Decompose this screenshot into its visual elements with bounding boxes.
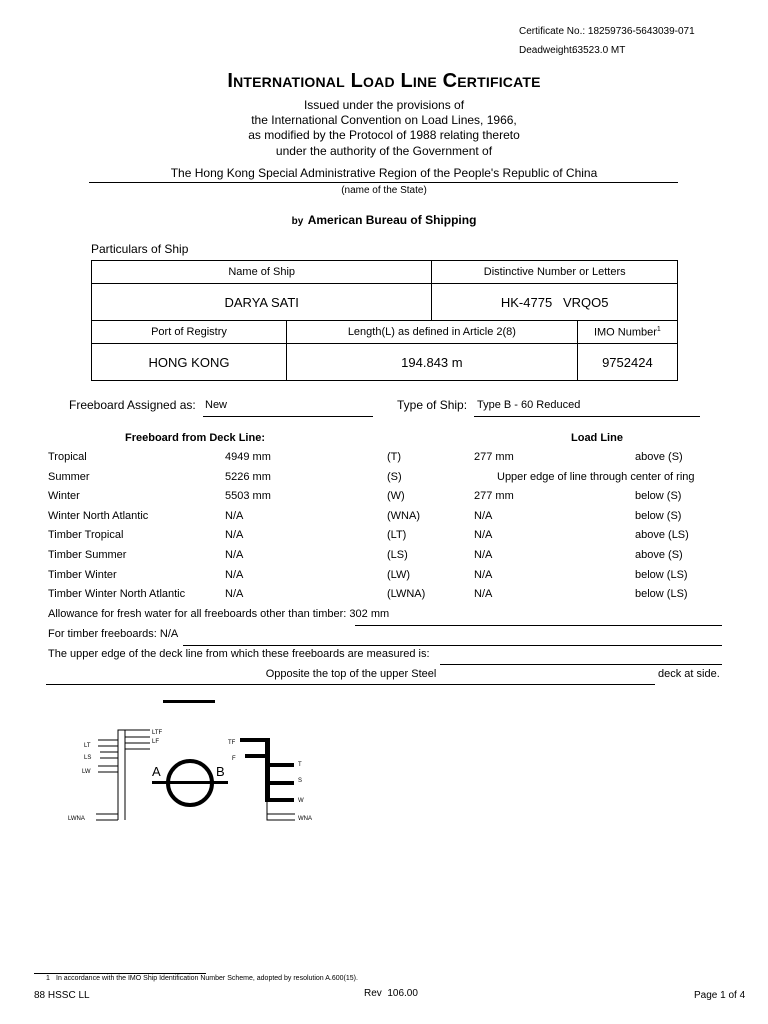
- row-name: Summer: [48, 471, 90, 483]
- distinctive-value: HK-4775 VRQO5: [432, 284, 678, 321]
- issuing-authority: [0, 211, 768, 229]
- name-of-ship-value: DARYA SATI: [92, 284, 432, 321]
- row-position: below (LS): [635, 588, 688, 600]
- row-loadline: N/A: [474, 588, 493, 600]
- distinctive-label: Distinctive Number or Letters: [432, 261, 678, 284]
- row-position: below (S): [635, 490, 682, 502]
- state-caption: (name of the State): [341, 185, 427, 196]
- row-name: Timber Summer: [48, 549, 127, 561]
- certificate-number: Certificate No.: 18259736-5643039-071: [519, 26, 695, 37]
- deckline-value-underline: [46, 684, 655, 685]
- ls-label: LS: [84, 755, 92, 761]
- load-line-diagram: [40, 690, 340, 830]
- deadweight-label: Deadweight:: [519, 45, 575, 56]
- row-position: above (S): [635, 549, 683, 561]
- row-code: (LWNA): [387, 588, 426, 600]
- particulars-heading: Particulars of Ship: [91, 242, 189, 256]
- row-code: (WNA): [387, 510, 420, 522]
- timber-marks: [96, 730, 150, 820]
- length-label: Length(L) as defined in Article 2(8): [287, 321, 578, 344]
- loadline-heading: Load Line: [571, 432, 623, 444]
- particulars-table: [91, 260, 678, 381]
- lt-label: LT: [84, 743, 91, 749]
- row-position: below (S): [635, 510, 682, 522]
- row-code: (LS): [387, 549, 408, 561]
- allowance-underline: [355, 625, 722, 626]
- deckline-value: Opposite the top of the upper Steel: [265, 668, 437, 680]
- assigned-label: Freeboard Assigned as:: [69, 398, 196, 412]
- row-freeboard: N/A: [225, 549, 244, 561]
- timber-freeboards: For timber freeboards: N/A: [48, 628, 179, 640]
- footer-revision: Rev 106.00: [364, 988, 418, 999]
- row-loadline: N/A: [474, 510, 493, 522]
- issued-line-1: Issued under the provisions of: [303, 98, 465, 112]
- f-label: F: [232, 756, 236, 762]
- row-loadline: 277 mm: [474, 451, 514, 463]
- w-label: W: [298, 798, 304, 804]
- row-name: Winter: [48, 490, 80, 502]
- lwna-label: LWNA: [68, 816, 85, 822]
- lw-label: LW: [82, 769, 91, 775]
- type-label: Type of Ship:: [397, 398, 468, 412]
- row-freeboard: N/A: [225, 588, 244, 600]
- row-position: above (S): [635, 451, 683, 463]
- state-underline: [89, 182, 678, 183]
- footer-form-id: 88 HSSC LL: [34, 990, 90, 1001]
- tf-label: TF: [228, 740, 236, 746]
- by-label: by: [291, 216, 304, 227]
- deck-line-mark: [163, 700, 215, 703]
- row-name: Timber Tropical: [48, 529, 124, 541]
- row-loadline: N/A: [474, 569, 493, 581]
- length-value: 194.843 m: [287, 344, 578, 381]
- imo-value: 9752424: [577, 344, 677, 381]
- fresh-water-allowance: Allowance for fresh water for all freeboards other than timber: 302 mm: [48, 608, 390, 620]
- row-position: below (LS): [635, 569, 688, 581]
- port-value: HONG KONG: [92, 344, 287, 381]
- imo-label-cell: [577, 321, 677, 344]
- row-freeboard: N/A: [225, 510, 244, 522]
- row-code: (LT): [387, 529, 407, 541]
- assigned-underline: [203, 416, 373, 417]
- row-freeboard: 5503 mm: [225, 490, 271, 502]
- type-underline: [474, 416, 700, 417]
- assigned-value: New: [205, 399, 228, 411]
- imo-footnote-mark: 1: [656, 325, 661, 333]
- wna-label: WNA: [298, 816, 312, 822]
- row-name: Timber Winter: [48, 569, 117, 581]
- row-freeboard: N/A: [225, 569, 244, 581]
- row-code: (S): [387, 471, 402, 483]
- deckline-intro: The upper edge of the deck line from which these freeboards are measured is:: [48, 648, 430, 660]
- row-freeboard: N/A: [225, 529, 244, 541]
- timber-underline: [183, 645, 722, 646]
- state-name: The Hong Kong Special Administrative Region of the People's Republic of China: [170, 166, 598, 180]
- type-value: Type B - 60 Reduced: [477, 399, 581, 411]
- footer-page-number: Page 1 of 4: [694, 990, 746, 1001]
- deadweight-value: 63523.0 MT: [572, 45, 626, 56]
- footnote-text: In accordance with the IMO Ship Identification Number Scheme, adopted by resolution A.600(15).: [56, 975, 358, 982]
- footnote-rule: [34, 973, 206, 974]
- name-of-ship-label: Name of Ship: [92, 261, 432, 284]
- row-code: (LW): [387, 569, 411, 581]
- authority-name: American Bureau of Shipping: [307, 213, 477, 227]
- row-loadline: Upper edge of line through center of ring: [497, 471, 695, 483]
- freeboard-marks: [240, 738, 295, 820]
- issued-line-4: under the authority of the Government of: [275, 144, 493, 158]
- ring-letter-b: B: [216, 764, 225, 779]
- deckline-suffix: deck at side.: [658, 668, 720, 680]
- ring-line: [152, 781, 228, 784]
- footnote-number: 1: [46, 975, 50, 982]
- issued-line-3: as modified by the Protocol of 1988 relating thereto: [248, 128, 520, 142]
- row-code: (W): [387, 490, 405, 502]
- row-position: above (LS): [635, 529, 689, 541]
- lf-label: LF: [152, 739, 160, 745]
- ltf-label: LTF: [152, 730, 163, 736]
- ring-letter-a: A: [152, 764, 161, 779]
- t-label: T: [298, 762, 302, 768]
- port-label: Port of Registry: [92, 321, 287, 344]
- issued-line-2: the International Convention on Load Lines, 1966,: [251, 113, 517, 127]
- row-name: Timber Winter North Atlantic: [48, 588, 186, 600]
- row-freeboard: 4949 mm: [225, 451, 271, 463]
- row-freeboard: 5226 mm: [225, 471, 271, 483]
- imo-label: IMO Number: [593, 326, 657, 339]
- page-title: International Load Line Certificate: [227, 70, 541, 92]
- deckline-intro-underline: [440, 664, 722, 665]
- row-loadline: N/A: [474, 549, 493, 561]
- s-label: S: [298, 778, 303, 784]
- row-code: (T): [387, 451, 402, 463]
- row-name: Winter North Atlantic: [48, 510, 149, 522]
- row-loadline: 277 mm: [474, 490, 514, 502]
- row-loadline: N/A: [474, 529, 493, 541]
- freeboard-heading: Freeboard from Deck Line:: [125, 432, 265, 444]
- row-name: Tropical: [48, 451, 87, 463]
